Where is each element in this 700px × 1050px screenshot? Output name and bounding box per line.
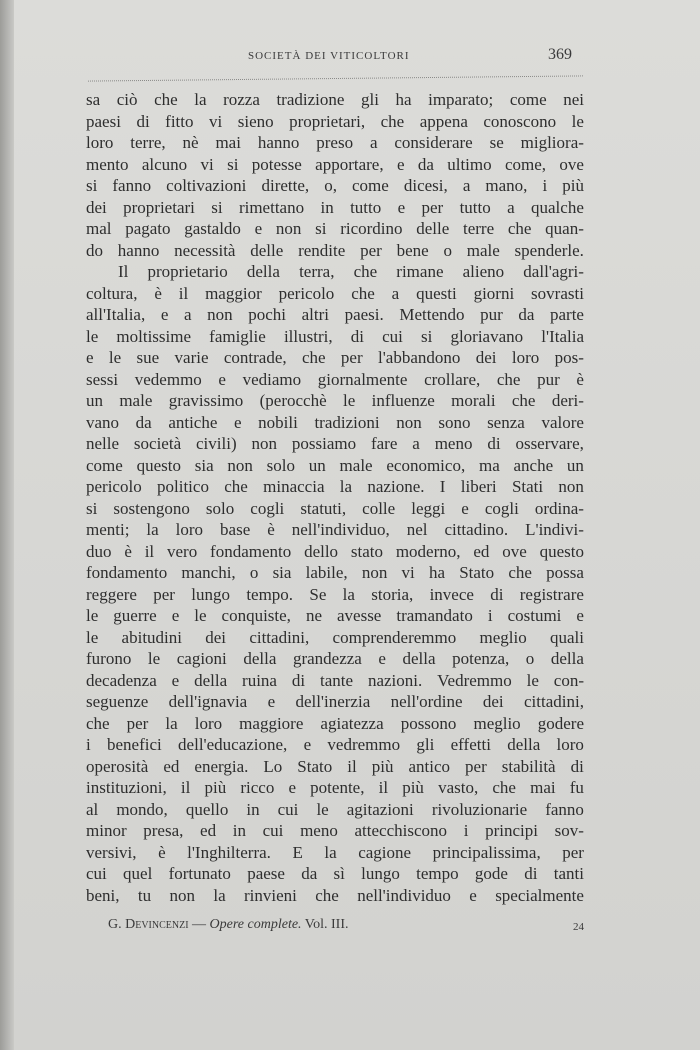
text-line: decadenza e della ruina di tante nazioni. Vedremmo le con- — [86, 670, 584, 690]
text-line: le moltissime famiglie illustri, di cui si gloriavano l'Italia — [86, 326, 584, 346]
page-number: 369 — [548, 46, 572, 63]
text-line: mento alcuno vi si potesse apportare, e da ultimo come, ove — [86, 154, 584, 174]
footer-credit — [108, 916, 348, 936]
body-text — [86, 89, 584, 906]
text-line: i benefici dell'educazione, e vedremmo gli effetti della loro — [86, 735, 584, 754]
text-line: operosità ed energia. Lo Stato il più antico per stabilità di — [86, 756, 584, 776]
footer-volume: Vol. III. — [304, 917, 349, 932]
text-line: mal pagato gastaldo e non si ricordino delle terre che quan- — [86, 219, 584, 238]
footer-author: G. Devincenzi — [108, 917, 189, 932]
text-line: che per la loro maggiore agiatezza possono meglio godere — [86, 713, 584, 733]
text-line: sessi vedemmo e vediamo giornalmente crollare, che pur è — [86, 369, 584, 389]
text-line: dei proprietari si rimettano in tutto e per tutto a qualche — [86, 197, 584, 217]
text-line: le abitudini dei cittadini, comprenderemmo meglio quali — [86, 627, 584, 647]
text-line: al mondo, quello in cui le agitazioni rivoluzionarie fanno — [86, 799, 584, 819]
text-line: fondamento manchi, o sia labile, non vi ha Stato che possa — [86, 563, 584, 582]
text-line: pericolo politico che minaccia la nazione. I liberi Stati non — [86, 477, 584, 496]
text-line: cui quel fortunato paese da sì lungo tempo gode di tanti — [86, 864, 584, 883]
text-line: Il proprietario della terra, che rimane alieno dall'agri- — [118, 262, 584, 281]
text-line: duo è il vero fondamento dello stato moderno, ed ove questo — [86, 541, 584, 561]
text-line: e le sue varie contrade, che per l'abbandono dei loro pos- — [86, 348, 584, 367]
text-line: all'Italia, e a non pochi altri paesi. Mettendo pur da parte — [86, 305, 584, 324]
text-line: sa ciò che la rozza tradizione gli ha imparato; come nei — [86, 90, 584, 109]
signature-mark: 24 — [573, 921, 584, 933]
text-line: reggere per lungo tempo. Se la storia, invece di registrare — [86, 584, 584, 604]
text-line: coltura, è il maggior pericolo che a questi giorni sovrasti — [86, 283, 584, 303]
text-line: seguenze dell'ignavia e dell'inerzia nell'ordine dei cittadini, — [86, 692, 584, 711]
text-line: un male gravissimo (perocchè le influenze morali che deri- — [86, 391, 584, 410]
text-line: vano da antiche e nobili tradizioni non sono senza valore — [86, 412, 584, 432]
text-line: furono le cagioni della grandezza e della potenza, o della — [86, 649, 584, 668]
text-line: paesi di fitto vi sieno proprietari, che appena conoscono le — [86, 111, 584, 131]
book-gutter-edge — [0, 0, 14, 1050]
text-line: menti; la loro base è nell'individuo, nel cittadino. L'indivi- — [86, 520, 584, 539]
text-line: do hanno necessità delle rendite per bene o male spenderle. — [86, 240, 584, 260]
text-line: si fanno coltivazioni dirette, o, come dicesi, a mano, i più — [86, 176, 584, 195]
text-line: instituzioni, il più ricco e potente, il più vasto, che mai fu — [86, 778, 584, 797]
text-line: beni, tu non la rinvieni che nell'individuo e specialmente — [86, 885, 584, 905]
running-title: SOCIETÀ DEI VITICOLTORI — [248, 50, 410, 62]
page-footer — [108, 916, 584, 936]
text-line: versivi, è l'Inghilterra. E la cagione principalissima, per — [86, 842, 584, 862]
footer-dash: — — [192, 917, 207, 932]
text-line: nelle società civili) non possiamo fare a meno di osservare, — [86, 434, 584, 453]
footer-work-title: Opere complete. — [209, 917, 302, 932]
text-line: come questo sia non solo un male economico, ma anche un — [86, 455, 584, 475]
text-line: loro terre, nè mai hanno preso a considerare se migliora- — [86, 133, 584, 152]
text-line: si sostengono solo cogli statuti, colle leggi e cogli ordina- — [86, 498, 584, 518]
text-line: le guerre e le conquiste, ne avesse tramandato i costumi e — [86, 606, 584, 625]
text-line: minor presa, ed in cui meno attecchiscono i principi sov- — [86, 821, 584, 840]
